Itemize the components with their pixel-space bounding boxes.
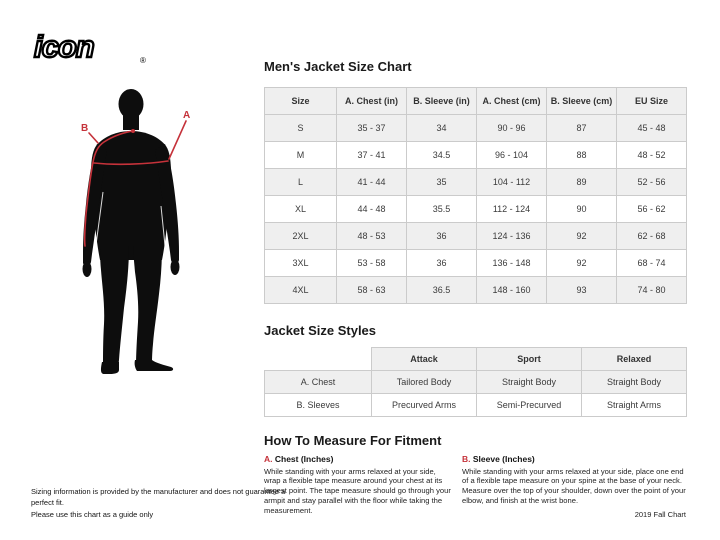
- table-cell: 136 - 148: [477, 250, 547, 277]
- how-to-measure-title: How To Measure For Fitment: [264, 433, 442, 448]
- sleeve-heading-text: Sleeve (Inches): [472, 454, 535, 464]
- column-header: B. Sleeve (cm): [547, 88, 617, 115]
- table-cell: 58 - 63: [337, 277, 407, 304]
- table-cell: 89: [547, 169, 617, 196]
- table-cell: 104 - 112: [477, 169, 547, 196]
- table-cell: 92: [547, 250, 617, 277]
- column-header: Sport: [477, 348, 582, 371]
- table-cell: B. Sleeves: [265, 394, 372, 417]
- table-row: [265, 394, 687, 417]
- table-cell: 74 - 80: [617, 277, 687, 304]
- header-row: [265, 88, 687, 115]
- table-cell: 92: [547, 223, 617, 250]
- table-cell: 124 - 136: [477, 223, 547, 250]
- table-cell: 112 - 124: [477, 196, 547, 223]
- table-cell: 2XL: [265, 223, 337, 250]
- blank-header-cell: [265, 348, 372, 371]
- table-cell: 48 - 52: [617, 142, 687, 169]
- table-row: [265, 371, 687, 394]
- table-cell: 90: [547, 196, 617, 223]
- sleeve-line-neck-dot: [131, 129, 135, 133]
- column-header: EU Size: [617, 88, 687, 115]
- table-cell: 148 - 160: [477, 277, 547, 304]
- table-cell: 37 - 41: [337, 142, 407, 169]
- jacket-size-styles-table: [264, 347, 687, 417]
- table-cell: 45 - 48: [617, 115, 687, 142]
- table-cell: 87: [547, 115, 617, 142]
- sleeve-heading-prefix: B.: [462, 454, 471, 464]
- sleeve-instruction-body: While standing with your arms relaxed at your side, place one end of a flexible tape measure on your spine at the base of your neck. Measure over the top of your shoulder, down over the point of your elbow, and finish at the wrist bone.: [462, 466, 686, 506]
- column-header: Size: [265, 88, 337, 115]
- chest-heading-text: Chest (Inches): [274, 454, 334, 464]
- sizing-disclaimer: [31, 486, 293, 520]
- table-cell: 96 - 104: [477, 142, 547, 169]
- styles-table-header: [265, 348, 687, 371]
- table-cell: XL: [265, 196, 337, 223]
- column-header: A. Chest (in): [337, 88, 407, 115]
- chest-measure-label-a: A: [183, 110, 191, 121]
- sleeve-instruction-block: [462, 454, 686, 516]
- size-table-header: [265, 88, 687, 115]
- table-row: [265, 223, 687, 250]
- body-silhouette-graphic: [73, 88, 198, 380]
- chart-version-label: 2019 Fall Chart: [634, 510, 686, 519]
- table-cell: 4XL: [265, 277, 337, 304]
- measure-instructions: [264, 454, 686, 516]
- table-row: [265, 169, 687, 196]
- chest-instruction-heading: [264, 454, 452, 465]
- table-cell: Straight Arms: [582, 394, 687, 417]
- styles-table-body: [265, 371, 687, 417]
- table-cell: L: [265, 169, 337, 196]
- table-cell: 88: [547, 142, 617, 169]
- table-cell: 90 - 96: [477, 115, 547, 142]
- table-row: [265, 196, 687, 223]
- header-row: [265, 348, 687, 371]
- size-styles-title: Jacket Size Styles: [264, 323, 377, 338]
- table-cell: Precurved Arms: [372, 394, 477, 417]
- table-cell: Straight Body: [582, 371, 687, 394]
- table-cell: Tailored Body: [372, 371, 477, 394]
- table-cell: 68 - 74: [617, 250, 687, 277]
- table-cell: A. Chest: [265, 371, 372, 394]
- column-header: Attack: [372, 348, 477, 371]
- label-b-pointer-line: [89, 133, 98, 143]
- chest-instruction-block: [264, 454, 462, 516]
- table-cell: S: [265, 115, 337, 142]
- table-row: [265, 115, 687, 142]
- table-row: [265, 277, 687, 304]
- disclaimer-line-2: Please use this chart as a guide only: [31, 509, 154, 519]
- table-cell: 48 - 53: [337, 223, 407, 250]
- column-header: A. Chest (cm): [477, 88, 547, 115]
- sleeve-measure-label-b: B: [81, 123, 89, 134]
- table-cell: Semi-Precurved: [477, 394, 582, 417]
- registered-trademark-symbol: ®: [140, 56, 146, 65]
- table-cell: 36.5: [407, 277, 477, 304]
- table-cell: 35: [407, 169, 477, 196]
- table-cell: 36: [407, 250, 477, 277]
- table-cell: 41 - 44: [337, 169, 407, 196]
- table-cell: 56 - 62: [617, 196, 687, 223]
- icon-logo-graphic: [32, 26, 154, 68]
- table-row: [265, 250, 687, 277]
- column-header: B. Sleeve (in): [407, 88, 477, 115]
- label-a-pointer-line: [169, 121, 186, 159]
- table-cell: 44 - 48: [337, 196, 407, 223]
- chart-content-column: [264, 60, 686, 516]
- table-cell: 34.5: [407, 142, 477, 169]
- table-cell: 36: [407, 223, 477, 250]
- table-cell: 34: [407, 115, 477, 142]
- table-cell: 93: [547, 277, 617, 304]
- column-header: Relaxed: [582, 348, 687, 371]
- icon-brand-logo: [32, 26, 154, 73]
- table-cell: 3XL: [265, 250, 337, 277]
- logo-wordmark: icon: [34, 29, 94, 64]
- table-cell: M: [265, 142, 337, 169]
- size-table-body: [265, 115, 687, 304]
- mens-jacket-size-table: [264, 87, 687, 304]
- chest-heading-prefix: A.: [264, 454, 273, 464]
- chest-instruction-body: While standing with your arms relaxed at your side, wrap a flexible tape measure around your chest at its largest point. The tape measure should go through your armpit and stay parallel with the floor while taking the measurement.: [264, 466, 451, 516]
- disclaimer-line-1: Sizing information is provided by the manufacturer and does not guarantee a perfect fit.: [31, 487, 286, 508]
- table-cell: 35 - 37: [337, 115, 407, 142]
- measurement-figure: [73, 88, 198, 385]
- table-cell: Straight Body: [477, 371, 582, 394]
- size-chart-title: Men's Jacket Size Chart: [264, 59, 412, 74]
- table-cell: 35.5: [407, 196, 477, 223]
- table-cell: 53 - 58: [337, 250, 407, 277]
- sleeve-instruction-heading: [462, 454, 686, 465]
- table-cell: 52 - 56: [617, 169, 687, 196]
- table-cell: 62 - 68: [617, 223, 687, 250]
- table-row: [265, 142, 687, 169]
